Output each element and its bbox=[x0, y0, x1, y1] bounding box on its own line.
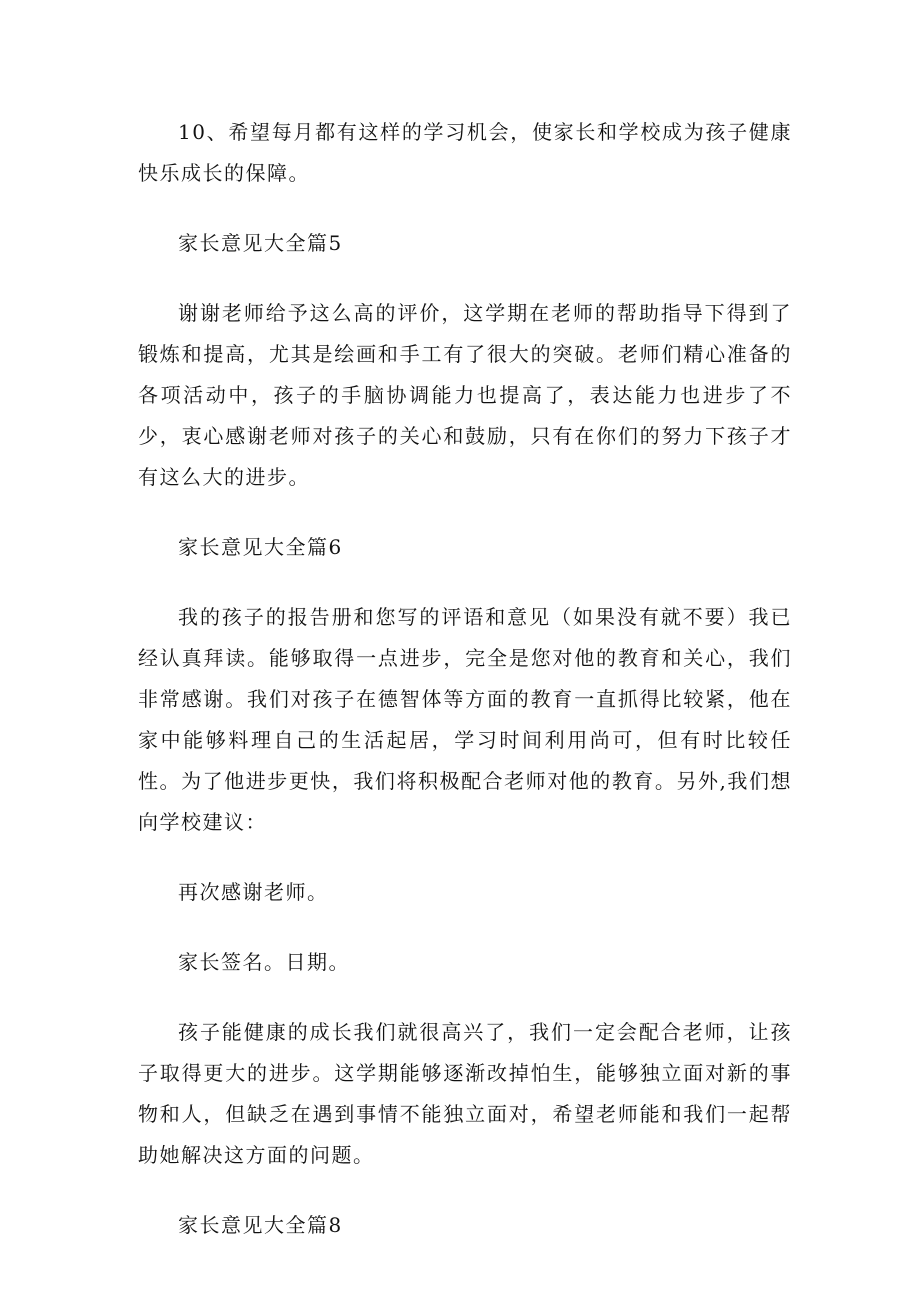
section-heading-6: 家长意见大全篇6 bbox=[178, 535, 343, 559]
paragraph-item-10: 10、希望每月都有这样的学习机会，使家长和学校成为孩子健康快乐成长的保障。 bbox=[138, 120, 792, 185]
section-heading-8: 家长意见大全篇8 bbox=[178, 1213, 343, 1237]
section-heading-5: 家长意见大全篇5 bbox=[178, 231, 343, 255]
paragraph-signature-date: 家长签名。日期。 bbox=[178, 950, 350, 974]
paragraph-report-book: 我的孩子的报告册和您写的评语和意见（如果没有就不要）我已经认真拜读。能够取得一点进步，完全是您对他的教育和关心，我们非常感谢。我们对孩子在德智体等方面的教育一直抓得比较紧，他在家中能够料理自己的生活起居，学习时间利用尚可，但有时比较任性。为了他进步更快，我们将积极配合老师对他的教育。另外,我们想向学校建议： bbox=[138, 605, 792, 834]
paragraph-thanks-teacher: 谢谢老师给予这么高的评价，这学期在老师的帮助指导下得到了锻炼和提高，尤其是绘画和手工有了很大的突破。老师们精心准备的各项活动中，孩子的手脑协调能力也提高了，表达能力也进步了不少，衷心感谢老师对孩子的关心和鼓励，只有在你们的努力下孩子才有这么大的进步。 bbox=[138, 301, 792, 489]
document-body bbox=[138, 112, 792, 1275]
paragraph-healthy-growth: 孩子能健康的成长我们就很高兴了，我们一定会配合老师，让孩子取得更大的进步。这学期能够逐渐改掉怕生，能够独立面对新的事物和人，但缺乏在遇到事情不能独立面对，希望老师能和我们一起帮助她解决这方面的问题。 bbox=[138, 1020, 792, 1167]
paragraph-thanks-again: 再次感谢老师。 bbox=[178, 880, 329, 904]
